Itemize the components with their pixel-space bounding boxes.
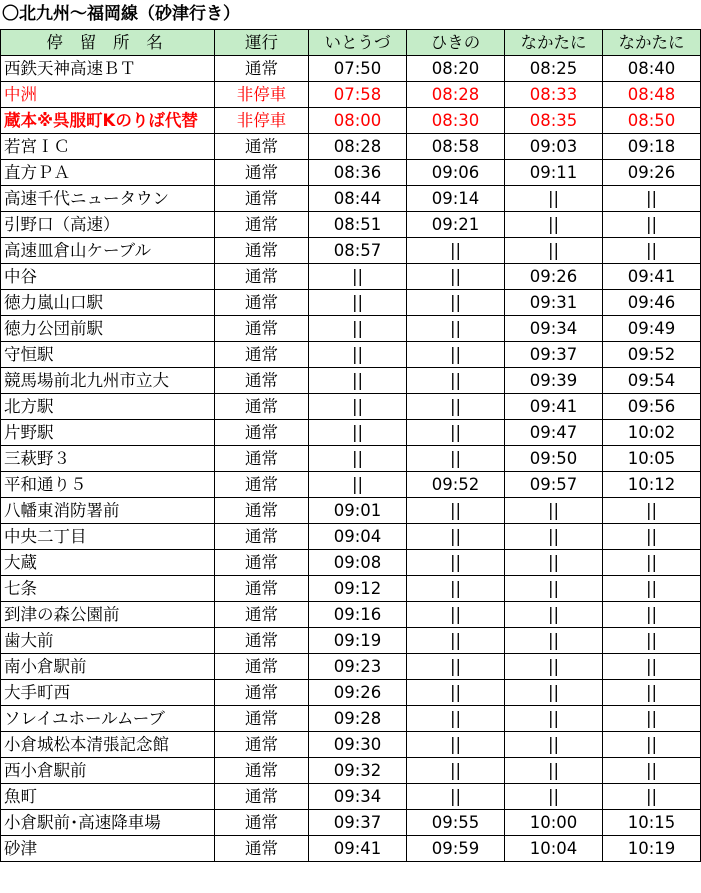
time-cell: || [505,550,603,576]
time-cell: || [407,654,505,680]
time-cell: || [603,238,701,264]
time-cell: 09:26 [603,160,701,186]
time-cell: || [603,602,701,628]
time-cell: || [505,524,603,550]
timetable-body [1,56,701,862]
table-row [1,290,701,316]
table-row [1,108,701,134]
time-cell: 09:19 [309,628,407,654]
operation-status: 通常 [215,472,309,498]
time-cell: || [603,212,701,238]
table-row [1,342,701,368]
operation-status: 通常 [215,446,309,472]
time-cell: 09:49 [603,316,701,342]
stop-name: 中谷 [1,264,215,290]
table-row [1,602,701,628]
operation-status: 通常 [215,342,309,368]
time-cell: || [505,654,603,680]
time-cell: 10:05 [603,446,701,472]
stop-name: 西小倉駅前 [1,758,215,784]
time-cell: 09:52 [603,342,701,368]
table-row [1,264,701,290]
table-row [1,186,701,212]
operation-status: 通常 [215,186,309,212]
time-cell: 09:21 [407,212,505,238]
time-cell: 09:52 [407,472,505,498]
stop-name: 直方ＰＡ [1,160,215,186]
time-cell: || [407,446,505,472]
time-cell: || [407,602,505,628]
time-cell: || [505,732,603,758]
stop-name: 徳力公団前駅 [1,316,215,342]
operation-status: 通常 [215,836,309,862]
time-cell: || [309,368,407,394]
time-cell: 09:50 [505,446,603,472]
time-cell: 08:40 [603,56,701,82]
time-cell: 09:46 [603,290,701,316]
time-cell: 09:16 [309,602,407,628]
table-row [1,420,701,446]
stop-name: 西鉄天神高速ＢＴ [1,56,215,82]
operation-status: 通常 [215,420,309,446]
table-row [1,732,701,758]
time-cell: || [603,654,701,680]
table-row [1,550,701,576]
time-cell: 08:20 [407,56,505,82]
time-cell: 08:25 [505,56,603,82]
time-cell: 09:39 [505,368,603,394]
time-cell: 09:47 [505,420,603,446]
time-cell: 09:41 [505,394,603,420]
stop-name: 七条 [1,576,215,602]
column-header-route3: なかたに [505,30,603,56]
stop-name: 高速皿倉山ケーブル [1,238,215,264]
time-cell: || [407,498,505,524]
time-cell: 09:55 [407,810,505,836]
table-row [1,394,701,420]
operation-status: 通常 [215,290,309,316]
time-cell: 09:04 [309,524,407,550]
time-cell: || [505,680,603,706]
time-cell: 08:36 [309,160,407,186]
table-row [1,576,701,602]
table-row [1,472,701,498]
time-cell: 10:12 [603,472,701,498]
operation-status: 通常 [215,550,309,576]
time-cell: || [505,186,603,212]
time-cell: || [407,290,505,316]
time-cell: 08:51 [309,212,407,238]
column-header-route2: ひきの [407,30,505,56]
operation-status: 通常 [215,654,309,680]
time-cell: 09:03 [505,134,603,160]
time-cell: 07:50 [309,56,407,82]
time-cell: 09:37 [309,810,407,836]
time-cell: 09:26 [309,680,407,706]
time-cell: 08:30 [407,108,505,134]
time-cell: || [407,550,505,576]
operation-status: 通常 [215,758,309,784]
time-cell: || [505,758,603,784]
time-cell: || [505,498,603,524]
time-cell: 09:34 [505,316,603,342]
time-cell: 09:32 [309,758,407,784]
time-cell: || [309,316,407,342]
time-cell: || [505,784,603,810]
column-header-stop: 停 留 所 名 [1,30,215,56]
time-cell: 09:23 [309,654,407,680]
time-cell: 09:57 [505,472,603,498]
stop-name: 中洲 [1,82,215,108]
time-cell: || [407,238,505,264]
time-cell: 09:59 [407,836,505,862]
table-row [1,82,701,108]
table-row [1,758,701,784]
stop-name: 南小倉駅前 [1,654,215,680]
header-row [1,30,701,56]
page-title: 〇北九州～福岡線（砂津行き） [2,4,240,24]
time-cell: 08:48 [603,82,701,108]
stop-name: 小倉駅前･高速降車場 [1,810,215,836]
operation-status: 通常 [215,524,309,550]
operation-status: 通常 [215,498,309,524]
table-row [1,56,701,82]
time-cell: || [505,706,603,732]
stop-name: 魚町 [1,784,215,810]
stop-name: 歯大前 [1,628,215,654]
stop-name: 競馬場前北九州市立大 [1,368,215,394]
operation-status: 通常 [215,56,309,82]
column-header-route4: なかたに [603,30,701,56]
time-cell: || [407,316,505,342]
stop-name: 三萩野３ [1,446,215,472]
table-row [1,628,701,654]
time-cell: 09:56 [603,394,701,420]
stop-name: 片野駅 [1,420,215,446]
time-cell: || [309,290,407,316]
stop-name: 小倉城松本清張記念館 [1,732,215,758]
operation-status: 通常 [215,628,309,654]
operation-status: 通常 [215,576,309,602]
time-cell: 09:18 [603,134,701,160]
time-cell: || [407,394,505,420]
time-cell: 08:28 [309,134,407,160]
time-cell: || [603,680,701,706]
table-row [1,680,701,706]
time-cell: 09:41 [603,264,701,290]
time-cell: || [603,498,701,524]
table-row [1,212,701,238]
operation-status: 通常 [215,680,309,706]
time-cell: || [407,264,505,290]
table-row [1,446,701,472]
time-cell: || [309,420,407,446]
stop-name: 中央二丁目 [1,524,215,550]
time-cell: 09:28 [309,706,407,732]
stop-name: ソレイユホールムーブ [1,706,215,732]
time-cell: || [407,784,505,810]
stop-name: 引野口（高速） [1,212,215,238]
operation-status: 通常 [215,316,309,342]
time-cell: || [603,524,701,550]
stop-name: 砂津 [1,836,215,862]
operation-status: 通常 [215,602,309,628]
time-cell: || [407,706,505,732]
time-cell: 09:06 [407,160,505,186]
time-cell: 09:41 [309,836,407,862]
table-row [1,524,701,550]
time-cell: 08:44 [309,186,407,212]
time-cell: 09:26 [505,264,603,290]
table-row [1,654,701,680]
time-cell: 08:35 [505,108,603,134]
operation-status: 通常 [215,238,309,264]
time-cell: 09:54 [603,368,701,394]
stop-name: 大手町西 [1,680,215,706]
time-cell: || [603,628,701,654]
operation-status: 通常 [215,212,309,238]
operation-status: 通常 [215,264,309,290]
time-cell: || [407,680,505,706]
time-cell: 08:50 [603,108,701,134]
time-cell: 09:31 [505,290,603,316]
time-cell: || [603,550,701,576]
table-row [1,836,701,862]
time-cell: 08:33 [505,82,603,108]
stop-name: 徳力嵐山口駅 [1,290,215,316]
operation-status: 通常 [215,160,309,186]
table-row [1,238,701,264]
time-cell: || [309,472,407,498]
time-cell: || [603,758,701,784]
operation-status: 非停車 [215,108,309,134]
time-cell: || [407,576,505,602]
column-header-operation: 運行 [215,30,309,56]
time-cell: 08:57 [309,238,407,264]
time-cell: 09:14 [407,186,505,212]
operation-status: 通常 [215,810,309,836]
time-cell: 09:11 [505,160,603,186]
time-cell: || [407,524,505,550]
stop-name: 八幡東消防署前 [1,498,215,524]
time-cell: 10:00 [505,810,603,836]
stop-name: 若宮ＩＣ [1,134,215,160]
operation-status: 通常 [215,368,309,394]
time-cell: 09:30 [309,732,407,758]
table-row [1,368,701,394]
stop-name: 蔵本※呉服町Kのりば代替 [1,108,215,134]
time-cell: 08:28 [407,82,505,108]
stop-name: 平和通り５ [1,472,215,498]
operation-status: 通常 [215,394,309,420]
stop-name: 大蔵 [1,550,215,576]
time-cell: || [603,732,701,758]
time-cell: 07:58 [309,82,407,108]
time-cell: || [505,212,603,238]
table-row [1,784,701,810]
column-header-route1: いとうづ [309,30,407,56]
stop-name: 守恒駅 [1,342,215,368]
time-cell: || [505,238,603,264]
time-cell: 10:02 [603,420,701,446]
stop-name: 北方駅 [1,394,215,420]
time-cell: || [505,602,603,628]
time-cell: 09:12 [309,576,407,602]
time-cell: 09:08 [309,550,407,576]
time-cell: || [407,628,505,654]
time-cell: || [407,758,505,784]
time-cell: || [603,186,701,212]
time-cell: || [309,394,407,420]
time-cell: 10:19 [603,836,701,862]
table-row [1,134,701,160]
table-row [1,160,701,186]
stop-name: 到津の森公園前 [1,602,215,628]
time-cell: || [505,628,603,654]
table-row [1,498,701,524]
time-cell: || [407,420,505,446]
time-cell: 09:37 [505,342,603,368]
table-row [1,316,701,342]
time-cell: || [309,264,407,290]
time-cell: 08:00 [309,108,407,134]
time-cell: || [309,342,407,368]
time-cell: || [603,706,701,732]
operation-status: 通常 [215,706,309,732]
time-cell: || [309,446,407,472]
time-cell: || [603,576,701,602]
time-cell: || [505,576,603,602]
time-cell: || [407,368,505,394]
time-cell: 08:58 [407,134,505,160]
time-cell: || [407,342,505,368]
operation-status: 通常 [215,732,309,758]
operation-status: 通常 [215,784,309,810]
operation-status: 非停車 [215,82,309,108]
time-cell: 09:01 [309,498,407,524]
time-cell: || [603,784,701,810]
time-cell: 10:15 [603,810,701,836]
operation-status: 通常 [215,134,309,160]
timetable [0,29,701,862]
time-cell: 09:34 [309,784,407,810]
table-row [1,706,701,732]
time-cell: 10:04 [505,836,603,862]
table-row [1,810,701,836]
time-cell: || [407,732,505,758]
stop-name: 高速千代ニュータウン [1,186,215,212]
